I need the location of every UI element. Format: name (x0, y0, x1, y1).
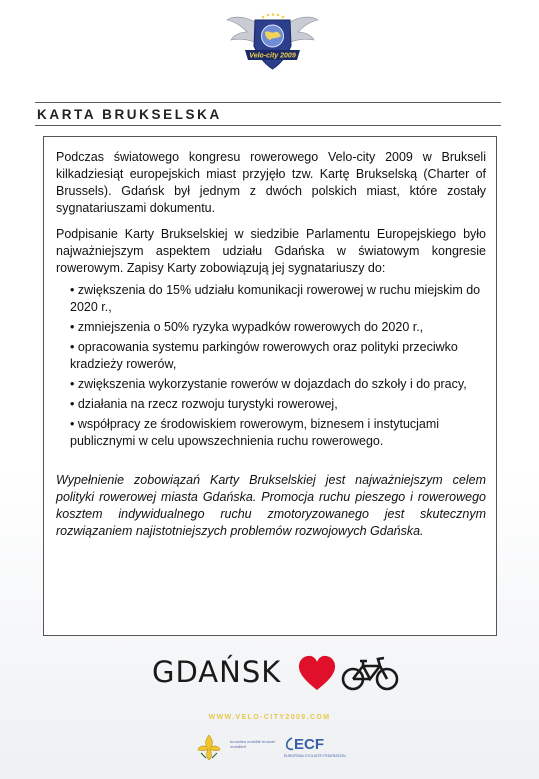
bicycle-icon (340, 654, 400, 692)
list-item: • zwiększenia wykorzystanie rowerów w dojazdach do szkoły i do pracy, (70, 376, 486, 393)
ecf-subtitle: EUROPEAN CYCLISTS' FEDERATION (284, 754, 346, 758)
ecf-mark-icon (284, 737, 294, 751)
list-item: • opracowania systemu parkingów rowerowych oraz polityki przeciwko kradzieży rowerów, (70, 339, 486, 373)
velo-city-logo (225, 6, 320, 76)
sponsor-logos (196, 733, 356, 763)
section-header (35, 102, 501, 126)
ecf-logo (284, 735, 344, 761)
website-url: WWW.VELO-CITY2009.COM (208, 714, 331, 721)
section-title: KARTA BRUKSELSKA (37, 107, 222, 122)
brussels-mobility-logo: bruxelles mobilité brussel mobiliteit (230, 739, 275, 749)
iris-flower-icon (196, 733, 222, 761)
title-rule-bottom (35, 125, 501, 126)
list-item: • współpracy ze środowiskiem rowerowym, biznesem i instytucjami publicznymi w celu upowszechnienia ruchu rowerowego. (70, 416, 486, 450)
ecf-wordmark: ECF (294, 736, 324, 753)
svg-text:Velo-city 2009: Velo-city 2009 (249, 52, 296, 60)
gdansk-wordmark: GDAŃSK (152, 655, 282, 689)
obligations-paragraph: Podpisanie Karty Brukselskiej w siedzibie Parlamentu Europejskiego było najważniejszym aspektem udziału Gdańska w światowym kongresie rowerowym. Zapisy Karty zobowiązują jej sygnatariuszy do: (56, 227, 486, 275)
content-box (43, 136, 497, 636)
list-item: • zmniejszenia o 50% ryzyka wypadków rowerowych do 2020 r., (70, 319, 486, 336)
heart-icon (297, 654, 337, 692)
gdansk-logo (152, 652, 412, 692)
intro-paragraph: Podczas światowego kongresu rowerowego Velo-city 2009 w Brukseli kilkadziesiąt europejskich miast przyjęło tzw. Kartę Brukselską (Charter of Brussels). Gdańsk był jednym z dwóch polskich miast, które zostały sygnatariuszami dokumentu. (56, 150, 486, 215)
list-item: • działania na rzecz rozwoju turystyki rowerowej, (70, 396, 486, 413)
obligations-list (56, 282, 486, 450)
list-item: • zwiększenia do 15% udziału komunikacji rowerowej w ruchu miejskim do 2020 r., (70, 282, 486, 316)
closing-paragraph: Wypełnienie zobowiązań Karty Brukselskiej jest najważniejszym celem polityki rowerowej miasta Gdańska. Promocja ruchu pieszego i rowerowego kosztem indywidualnego ruchu zmotoryzowanego jest skutecznym rozwiązaniem najistotniejszych problemów rozwojowych Gdańska. (56, 473, 486, 538)
